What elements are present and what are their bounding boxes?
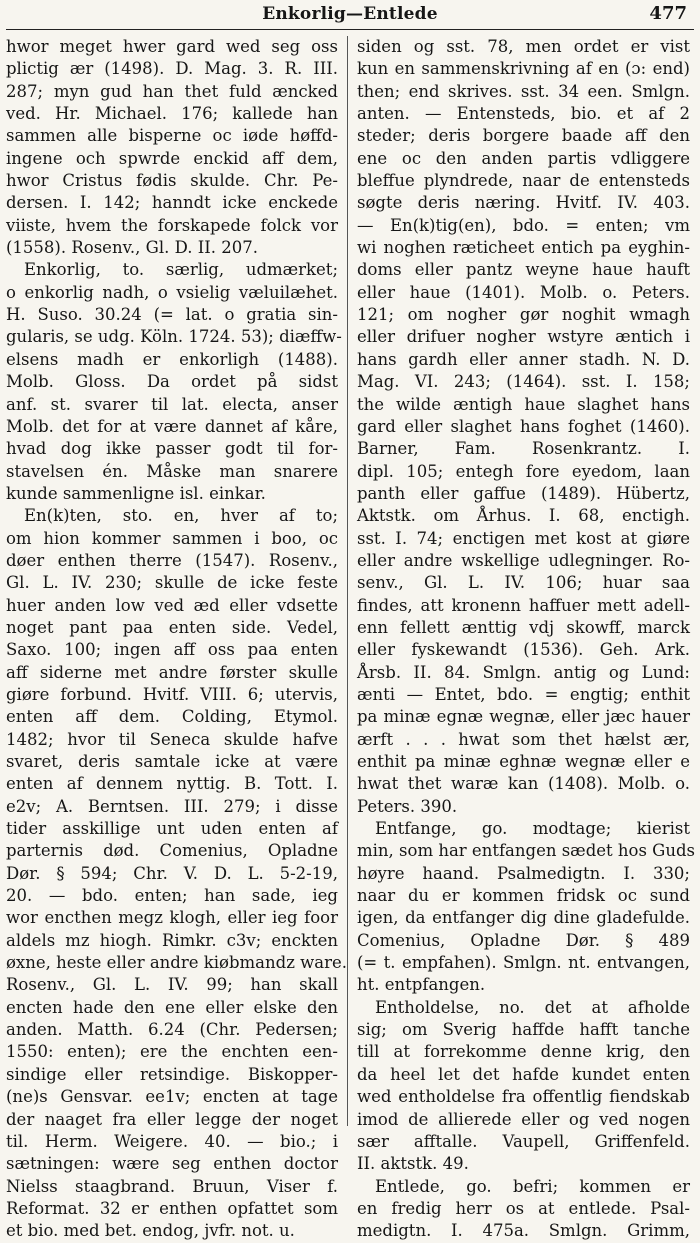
text-line: tider asskillige unt uden enten af [6,819,338,839]
text-line: naar du er kommen fridsk oc sund [357,886,690,906]
text-line: 1550: enten); ere the enchten een- [6,1042,338,1062]
text-line: Molb. Gloss. Da ordet på sidst [6,372,338,392]
text-line: svaret, deris samtale icke at være [6,752,338,771]
text-line: øxne, heste eller andre kiøbmandz ware. [6,953,347,973]
text-line: H. Suso. 30.24 (= lat. o gratia sin- [6,305,338,325]
text-line: Dør. § 594; Chr. V. D. L. 5-2-19, [6,863,338,883]
text-line: anden. Matth. 6.24 (Chr. Pedersen; [6,1020,338,1040]
text-line: En(k)ten, sto. en, hver af to; [24,506,338,526]
text-line: eller andre wskellige udlegninger. Ro- [357,550,690,570]
text-line: wed entholdelse fra offentlig fiendskab [357,1087,690,1107]
text-line: encten hade den ene eller elske den [6,997,338,1017]
text-line: kunde sammenligne isl. einkar. [6,483,266,503]
text-line: Aktstk. om Århus. I. 68, enctigh. [357,506,690,526]
text-line: til. Herm. Weigere. 40. — bio.; i [6,1131,338,1151]
text-line: steder; deris borgere baade aff den [357,126,690,146]
text-line: sig; om Sverig haffde hafft tanche [357,1020,690,1040]
text-line: the wilde æntigh haue slaghet hans [357,394,690,414]
text-line: enn fellett ænttig vdj skowff, marck [357,617,690,637]
text-line: om hion kommer sammen i boo, oc [6,528,338,548]
text-line: Entholdelse, no. det at afholde [375,997,690,1017]
text-line: sær afftalle. Vaupell, Griffenfeld. [357,1131,690,1151]
text-line: sst. I. 74; enctigen met kost at giøre [357,528,690,548]
text-line: huer anden low ved æd eller vdsette [6,595,338,615]
text-line: bleffue plyndrede, naar de entensteds [357,171,690,191]
text-line: Entlede, go. befri; kommen er [375,1176,690,1196]
text-line: høyre haand. Psalmedigtn. I. 330; [357,863,690,883]
text-line: enten af dennem nyttig. B. Tott. I. [6,774,338,794]
page-header [0,0,700,32]
text-line: dersen. I. 142; hanndt icke enckede [6,193,338,213]
text-line: gularis, se udg. Köln. 1724. 53); diæffw- [6,327,342,347]
text-line: Comenius, Opladne Dør. § 489 [357,930,690,950]
text-line: findes, att kronenn haffuer mett adell- [357,595,690,615]
text-line: ærft . . . hwat som thet hælst ær, [357,729,690,749]
text-line: Peters. 390. [357,796,458,816]
text-line: Barner, Fam. Rosenkrantz. I. [357,439,690,459]
header-rule [6,29,694,30]
text-line: anten. — Entensteds, bio. et af 2 [357,104,690,124]
text-line: wor encthen megz klogh, eller ieg foor [6,908,338,928]
text-line: pa minæ egnæ wegnæ, eller jæc hauer [357,707,690,727]
text-line: Mag. VI. 243; (1464). sst. I. 158; [357,372,690,392]
text-line: døer enthen therre (1547). Rosenv., [6,550,338,570]
text-line: igen, da entfanger dig dine gladefulde. [357,908,690,928]
text-line: Reformat. 32 er enthen opfattet som [6,1198,338,1218]
text-line: e2v; A. Berntsen. III. 279; i disse [6,796,338,816]
text-line: elsens madh er enkorligh (1488). [6,349,338,369]
text-line: hwor Cristus fødis skulde. Chr. Pe- [6,171,338,191]
text-line: sætningen: wære seg enthen doctor [6,1154,338,1174]
left-column [6,36,347,1241]
text-line: ene oc den anden partis vdliggere [357,148,690,168]
text-line: Molb. det for at være dannet af kåre, [6,416,338,436]
text-line: eller haue (1401). Molb. o. Peters. [357,282,690,302]
text-line: der naaget fra eller legge der noget [6,1109,338,1129]
text-line: 287; myn gud han thet fuld æncked [6,81,338,101]
text-line: till at forrekomme denne krig, den [357,1042,690,1062]
text-line: (ne)s Gensvar. ee1v; encten at tage [6,1087,338,1107]
text-line: hwat thet waræ kan (1408). Molb. o. [357,774,690,794]
text-line: imod de allierede eller og ved nogen [357,1109,690,1129]
text-line: aldels mz hiogh. Rimkr. c3v; enckten [6,930,338,950]
text-line: giøre forbund. Hvitf. VIII. 6; utervis, [6,684,338,704]
text-line: Årsb. II. 84. Smlgn. antig og Lund: [357,662,690,682]
text-line: (= t. empfahen). Smlgn. nt. entvangen, [357,953,690,973]
text-line: ht. entpfangen. [357,975,486,995]
text-line: ingene och spwrde enckid aff dem, [6,148,338,168]
text-line: plictig ær (1498). D. Mag. 3. R. III. [6,59,338,79]
text-line: ved. Hr. Michael. 176; kallede han [6,104,338,124]
text-line: et bio. med bet. endog, jvfr. not. u. [6,1221,295,1241]
text-line: then; end skrives. sst. 34 een. Smlgn. [357,81,690,101]
text-line: senv., Gl. L. IV. 106; huar saa [357,573,690,593]
column-divider [347,36,348,1126]
text-line: hwor meget hwer gard wed seg oss [6,37,338,56]
text-line: medigtn. I. 475a. Smlgn. Grimm, [357,1221,690,1241]
text-line: eller drifuer nogher wstyre æntich i [357,327,690,347]
text-line: Gl. L. IV. 230; skulle de icke feste [6,573,338,593]
text-line: en fredig herr os at entlede. Psal- [357,1198,690,1218]
text-line: stavelsen én. Måske man snarere [6,461,338,481]
text-line: 20. — bdo. enten; han sade, ieg [6,886,338,906]
text-line: hans gardh eller anner stadh. N. D. [357,349,690,369]
text-line: dipl. 105; entegh fore eyedom, laan [357,461,690,481]
text-line: søgte deris næring. Hvitf. IV. 403. [357,193,690,213]
text-line: Saxo. 100; ingen aff oss paa enten [6,640,338,660]
text-line: Rosenv., Gl. L. IV. 99; han skall [6,975,338,995]
text-line: hvad dog ikke passer godt til for- [6,439,338,459]
text-line: viiste, hvem the forskapede folck vor [6,215,338,235]
text-line: Enkorlig, to. særlig, udmærket; [24,260,338,280]
text-line: (1558). Rosenv., Gl. D. II. 207. [6,238,259,258]
text-line: sammen alle bisperne oc iøde høffd- [6,126,338,146]
text-line: min, som har entfangen sædet hos Guds [357,841,696,861]
text-line: kun en sammenskrivning af en (ɔ: end) [357,59,690,79]
text-line: panth eller gaffue (1489). Hübertz, [357,483,690,503]
text-line: parternis død. Comenius, Opladne [6,841,338,861]
text-line: da heel let det hafde kundet enten [357,1064,690,1084]
text-line: anf. st. svarer til lat. electa, anser [6,394,338,414]
text-line: o enkorlig nadh, o vsielig væluilæhet. [6,282,338,302]
text-line: gard eller slaghet hans foghet (1460). [357,416,690,436]
text-line: enten aff dem. Colding, Etymol. [6,707,338,727]
text-line: enthit pa minæ eghnæ wegnæ eller e [357,752,690,771]
text-line: II. aktstk. 49. [357,1154,469,1174]
text-line: aff siderne met andre førster skulle [6,662,338,682]
running-title: Enkorlig—Entlede [262,4,438,24]
page-number: 477 [649,3,687,24]
text-line: Entfange, go. modtage; kierist [375,819,690,839]
text-line: wi noghen ræticheet entich pa eyghin- [357,238,690,258]
text-line: noget pant paa enten side. Vedel, [6,617,338,637]
right-column [357,36,696,1241]
text-line: 121; om nogher gør noghit wmagh [357,305,690,325]
text-line: eller fyskewandt (1536). Geh. Ark. [357,640,690,660]
text-line: sindige eller retsindige. Biskopper- [6,1064,338,1084]
text-line: doms eller pantz weyne haue hauft [357,260,690,280]
text-line: 1482; hvor til Seneca skulde hafve [6,729,338,749]
text-line: Nielss staagbrand. Bruun, Viser f. [6,1176,338,1196]
text-line: siden og sst. 78, men ordet er vist [357,37,690,56]
text-line: — En(k)tig(en), bdo. = enten; vm [357,215,690,235]
text-line: ænti — Entet, bdo. = engtig; enthit [357,684,690,704]
